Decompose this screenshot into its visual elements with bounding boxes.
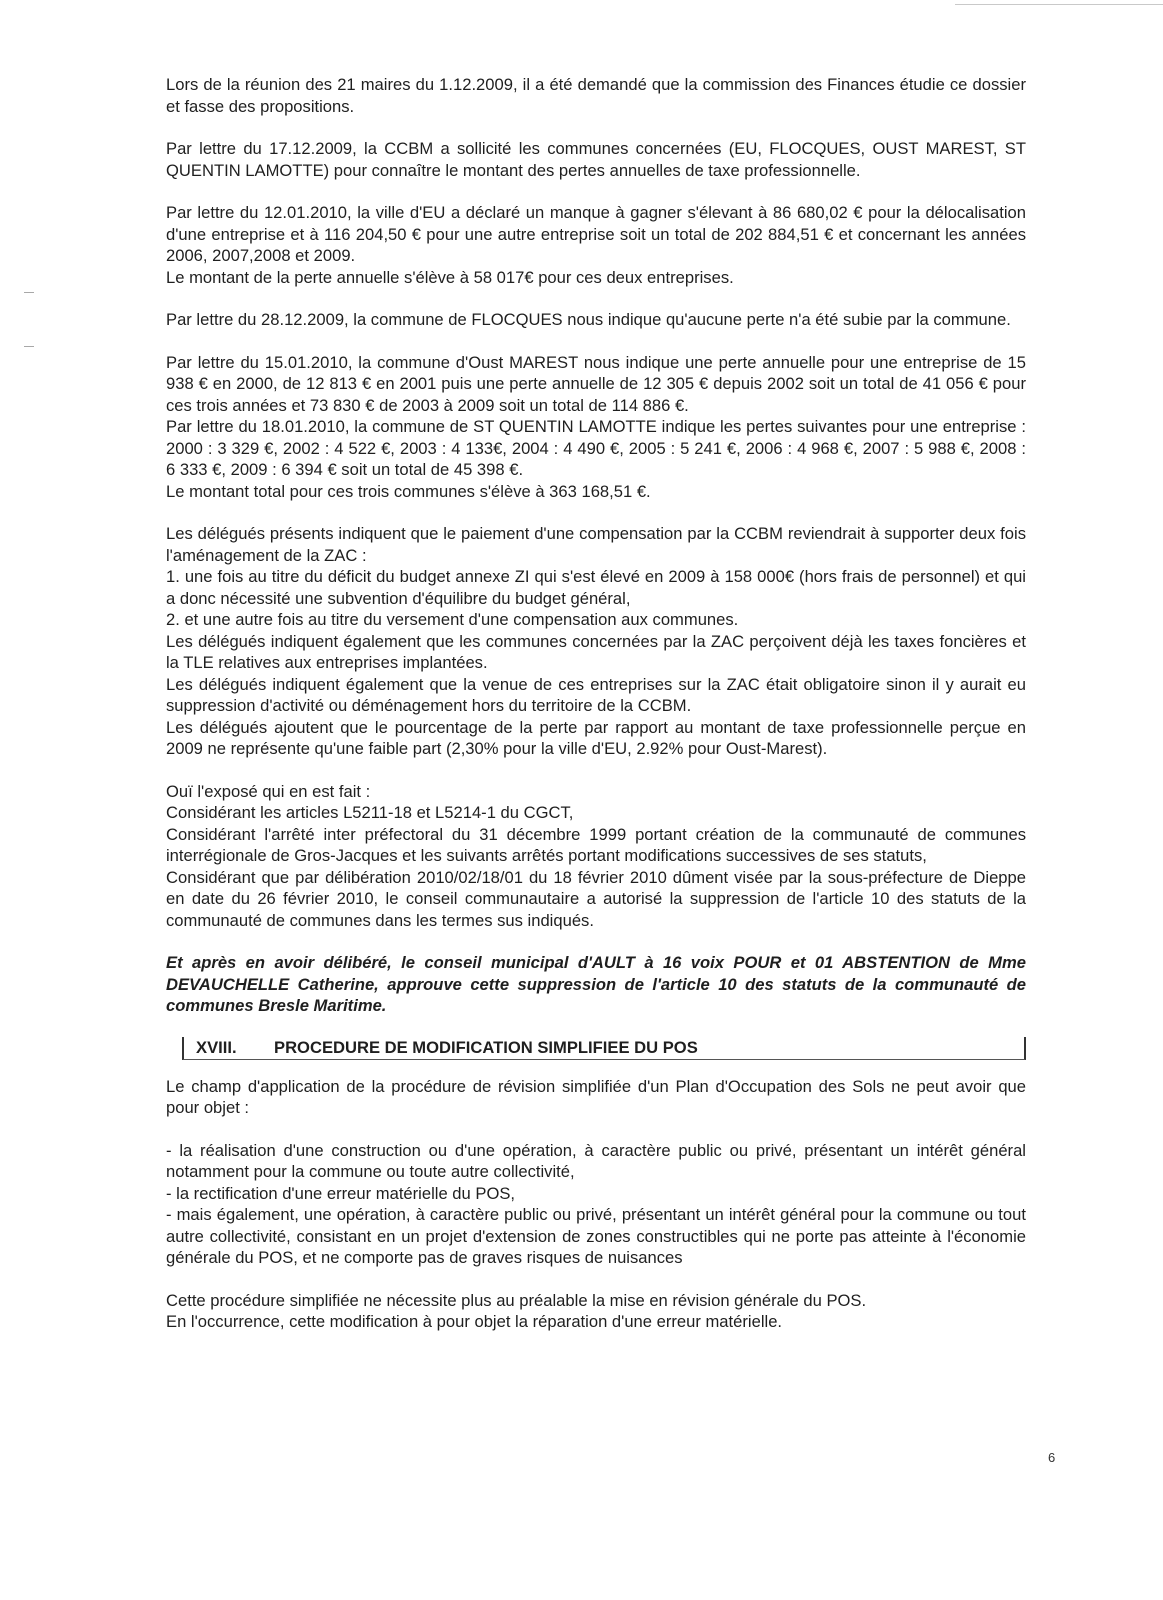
- paragraph: Considérant l'arrêté inter préfectoral du 31 décembre 1999 portant création de la communauté de communes interrégionale de Gros-Jacques et les suivants arrêtés portant modifications successives de ses statuts,: [166, 824, 1026, 865]
- paragraph: Lors de la réunion des 21 maires du 1.12.2009, il a été demandé que la commission des Finances étudie ce dossier et fasse des propositions.: [166, 75, 1026, 116]
- paragraph: Le champ d'application de la procédure de révision simplifiée d'un Plan d'Occupation des Sols ne peut avoir que pour objet :: [166, 1076, 1026, 1117]
- paragraph: Les délégués ajoutent que le pourcentage de la perte par rapport au montant de taxe professionnelle perçue en 2009 ne représente qu'une faible part (2,30% pour la ville d'EU, 2.92% pour Oust-Marest).: [166, 717, 1026, 758]
- scan-edge-line: [955, 4, 1163, 5]
- paragraph: Par lettre du 18.01.2010, la commune de ST QUENTIN LAMOTTE indique les pertes suivantes pour une entreprise : 2000 : 3 329 €, 2002 : 4 522 €, 2003 : 4 133€, 2004 : 4 490 €, 2005 : 5 241 €, 2006 : 4 968 €, 2007 : 5 988 €, 2008 : 6 333 €, 2009 : 6 394 € soit un total de 45 398 €.: [166, 417, 1026, 479]
- paragraph: Considérant les articles L5211-18 et L5214-1 du CGCT,: [166, 803, 574, 822]
- paragraph: Cette procédure simplifiée ne nécessite plus au préalable la mise en révision générale du POS.: [166, 1290, 867, 1310]
- decision-paragraph: Et après en avoir délibéré, le conseil municipal d'AULT à 16 voix POUR et 01 ABSTENTION de Mme DEVAUCHELLE Catherine, approuve cette suppression de l'article 10 des statuts de la communauté de communes Bresle Maritime.: [166, 953, 1026, 1015]
- section-number: XVIII.: [196, 1037, 237, 1057]
- paragraph: Les délégués présents indiquent que le paiement d'une compensation par la CCBM reviendrait à supporter deux fois l'aménagement de la ZAC :: [166, 524, 1026, 565]
- document-body: [166, 74, 1026, 1333]
- paragraph: Le montant de la perte annuelle s'élève à 58 017€ pour ces deux entreprises.: [166, 267, 734, 287]
- page-number: 6: [1048, 1450, 1056, 1465]
- paragraph: Par lettre du 28.12.2009, la commune de FLOCQUES nous indique qu'aucune perte n'a été subie par la commune.: [166, 310, 1011, 329]
- paragraph: Le montant total pour ces trois communes s'élève à 363 168,51 €.: [166, 481, 651, 501]
- section-heading: [182, 1037, 1026, 1060]
- paragraph: Les délégués indiquent également que les communes concernées par la ZAC perçoivent déjà les taxes foncières et la TLE relatives aux entreprises implantées.: [166, 631, 1026, 672]
- paragraph: En l'occurrence, cette modification à pour objet la réparation d'une erreur matérielle.: [166, 1312, 783, 1331]
- scan-margin-mark: [24, 292, 34, 293]
- scan-margin-mark: [24, 346, 34, 347]
- paragraph: Par lettre du 17.12.2009, la CCBM a sollicité les communes concernées (EU, FLOCQUES, OUST MAREST, ST QUENTIN LAMOTTE) pour connaître le montant des pertes annuelles de taxe professionnelle.: [166, 139, 1026, 180]
- list-item: - la rectification d'une erreur matérielle du POS,: [166, 1183, 516, 1203]
- paragraph: Les délégués indiquent également que la venue de ces entreprises sur la ZAC était obligatoire sinon il y aurait eu suppression d'activité ou déménagement hors du territoire de la CCBM.: [166, 674, 1026, 715]
- paragraph: Considérant que par délibération 2010/02/18/01 du 18 février 2010 dûment visée par la sous-préfecture de Dieppe en date du 26 février 2010, le conseil communautaire a autorisé la suppression de l'article 10 des statuts de la communauté de communes dans les termes sus indiqués.: [166, 867, 1026, 930]
- paragraph: Par lettre du 15.01.2010, la commune d'Oust MAREST nous indique une perte annuelle pour une entreprise de 15 938 € en 2000, de 12 813 € en 2001 puis une perte annuelle de 12 305 € depuis 2002 soit un total de 41 056 € pour ces trois années et 73 830 € de 2003 à 2009 soit un total de 114 886 €.: [166, 352, 1026, 415]
- list-item: 1. une fois au titre du déficit du budget annexe ZI qui s'est élevé en 2009 à 158 000€ (hors frais de personnel) et qui a donc nécessité une subvention d'équilibre du budget général,: [166, 567, 1026, 608]
- list-item: - la réalisation d'une construction ou d'une opération, à caractère public ou privé, présentant un intérêt général notamment pour la commune ou toute autre collectivité,: [166, 1140, 1026, 1181]
- paragraph: Ouï l'exposé qui en est fait :: [166, 781, 371, 801]
- paragraph: Par lettre du 12.01.2010, la ville d'EU a déclaré un manque à gagner s'élevant à 86 680,02 € pour la délocalisation d'une entreprise et à 116 204,50 € pour une autre entreprise soit un total de 202 884,51 € et concernant les années 2006, 2007,2008 et 2009.: [166, 203, 1026, 265]
- list-item: 2. et une autre fois au titre du versement d'une compensation aux communes.: [166, 610, 739, 629]
- list-item: - mais également, une opération, à caractère public ou privé, présentant un intérêt général pour la commune ou tout autre collectivité, consistant en un projet d'extension de zones constructibles qui ne porte pas atteinte à l'économie générale du POS, et ne comporte pas de graves risques de nuisances: [166, 1205, 1026, 1267]
- section-title: PROCEDURE DE MODIFICATION SIMPLIFIEE DU POS: [274, 1037, 698, 1057]
